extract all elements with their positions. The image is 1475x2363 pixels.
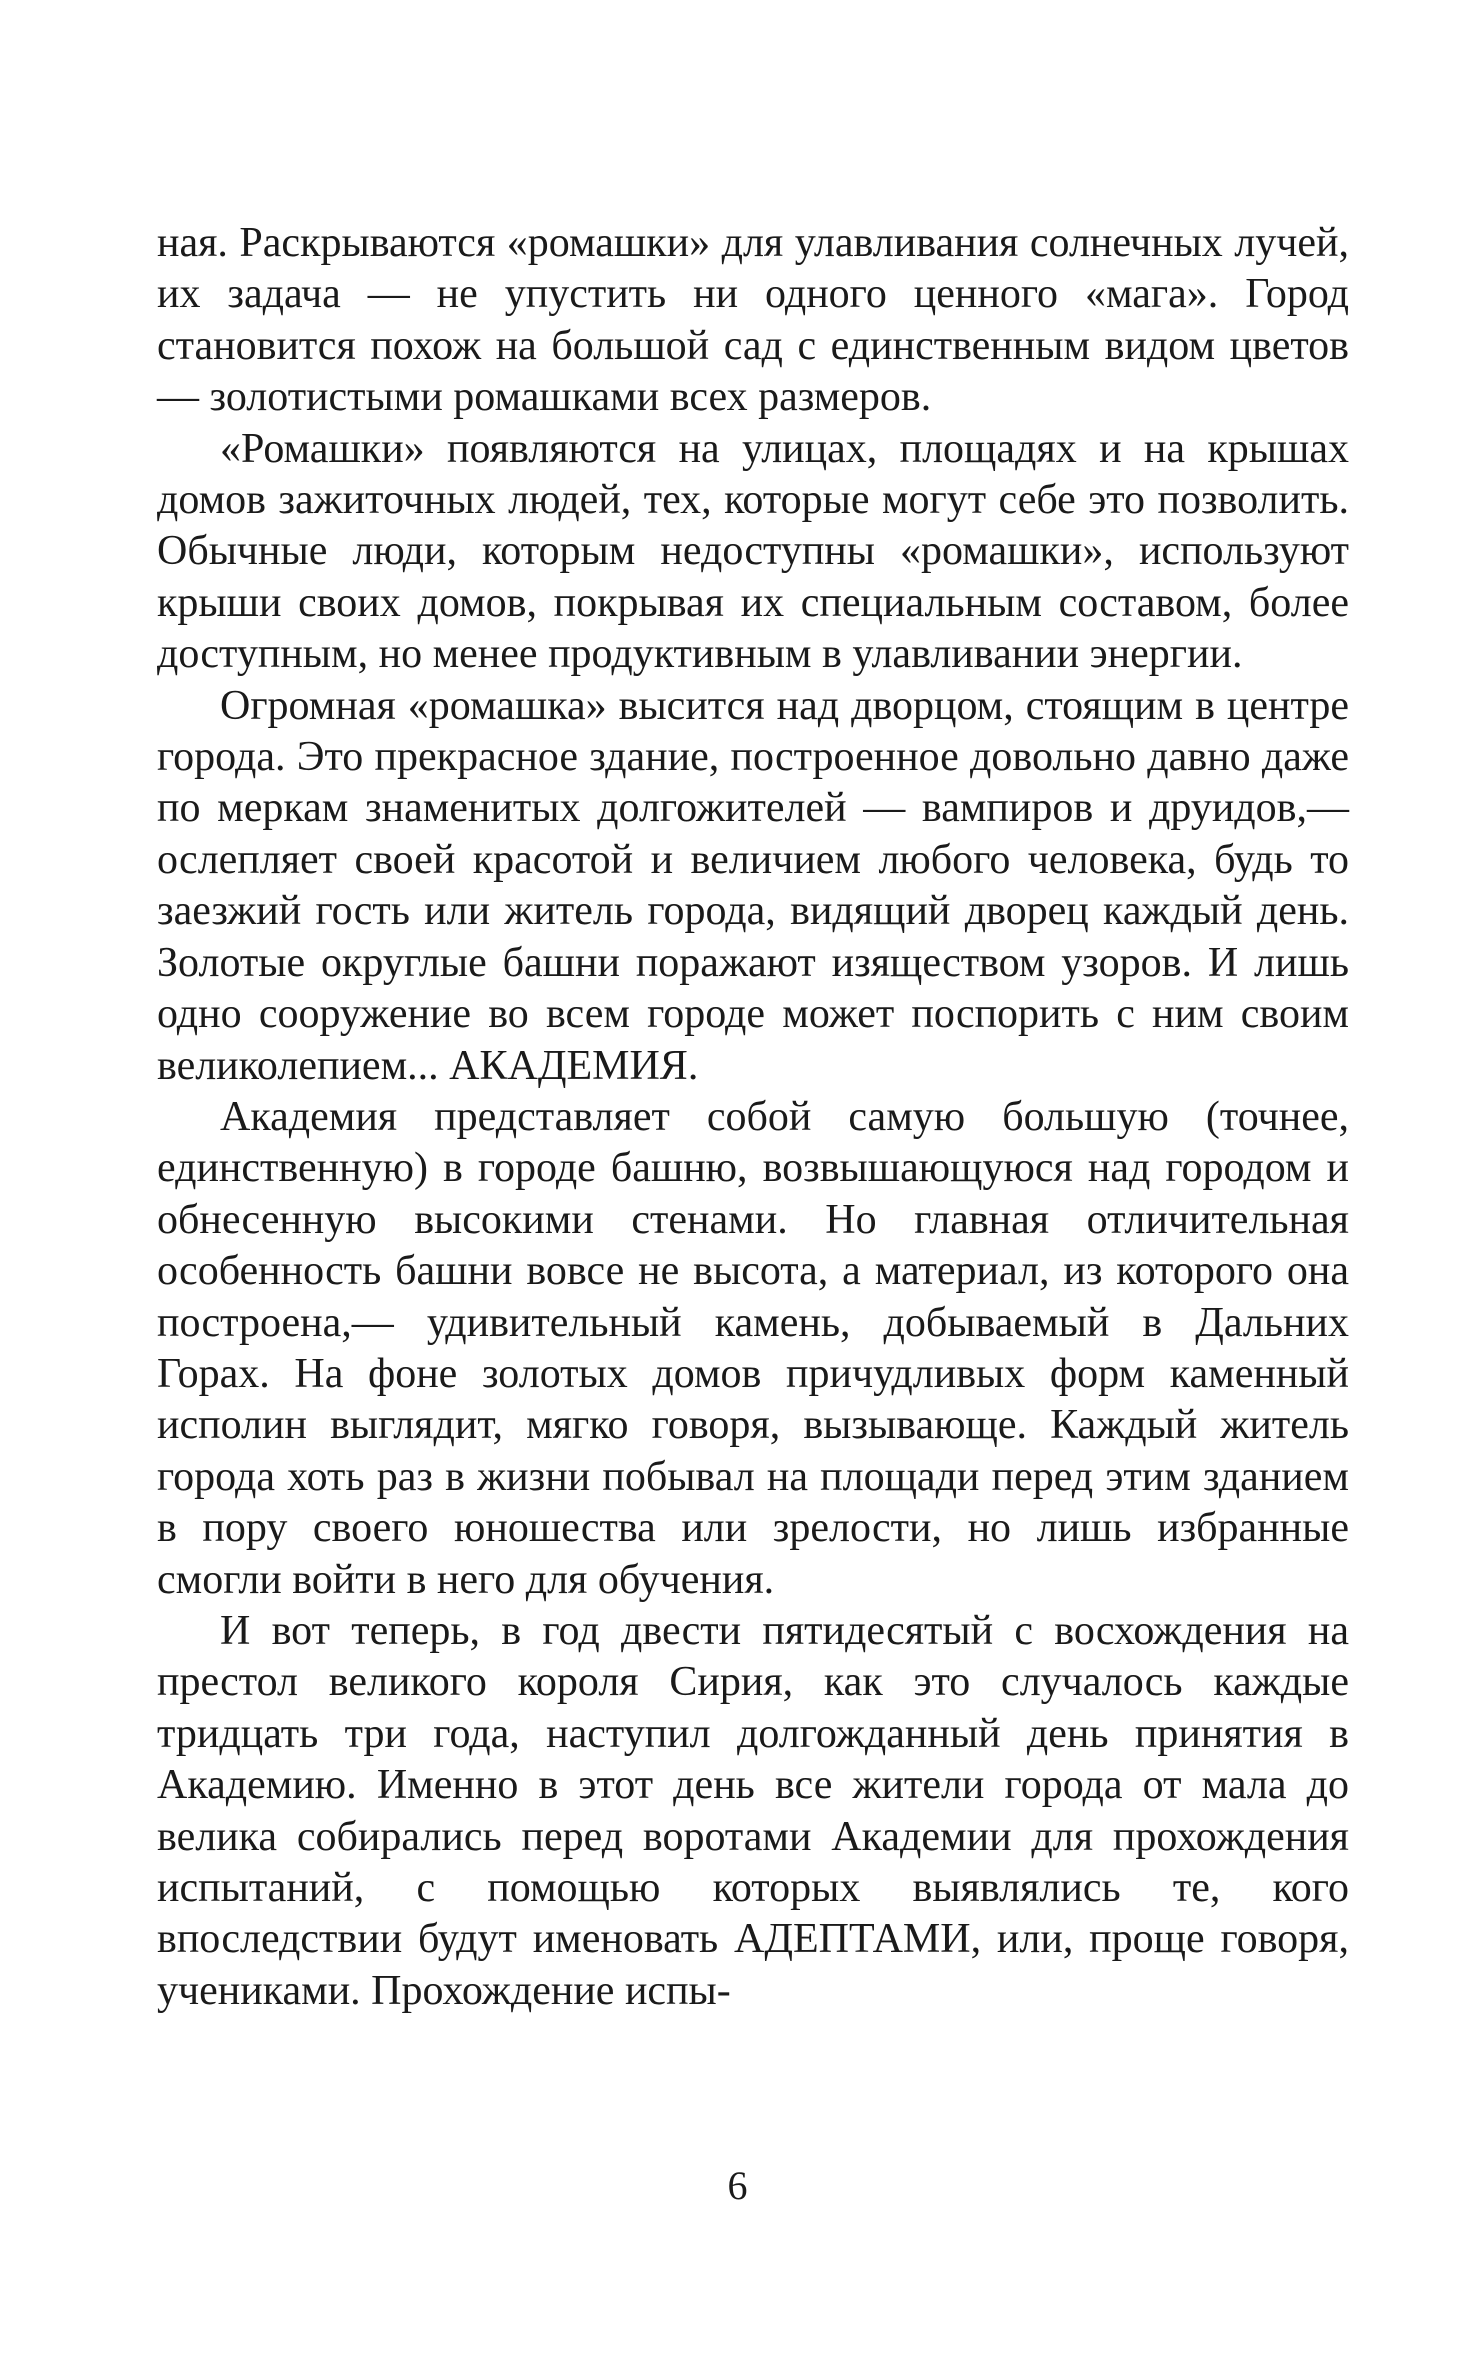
paragraph-1: ная. Раскрываются «ромашки» для улавливания солнечных лучей, их задача — не упустить ни одного ценного «мага». Город становится похож на большой сад с единственным видом цветов — золотистыми ромашками всех размеров. bbox=[157, 220, 1349, 421]
paragraph-3: Огромная «ромашка» высится над дворцом, стоящим в центре города. Это прекрасное здание, построенное довольно давно даже по меркам знаменитых долгожителей — вампиров и друидов,— ослепляет своей красотой и величием любого человека, будь то заезжий гость или житель города, видящий дворец каждый день. Золотые округлые башни поражают изяществом узоров. И лишь одно сооружение во всем городе может поспорить с ним своим великолепием... АКАДЕМИЯ. bbox=[157, 682, 1349, 1089]
body-text bbox=[157, 218, 1349, 2017]
paragraph-4: Академия представляет собой самую большую (точнее, единственную) в городе башню, возвышающуюся над городом и обнесенную высокими стенами. Но главная отличительная особенность башни вовсе не высота, а материал, из которого она построена,— удивительный камень, добываемый в Дальних Горах. На фоне золотых домов причудливых форм каменный исполин выглядит, мягко говоря, вызывающе. Каждый житель города хоть раз в жизни побывал на площади перед этим зданием в пору своего юношества или зрелости, но лишь избранные смогли войти в него для обучения. bbox=[157, 1093, 1349, 1603]
paragraph-5: И вот теперь, в год двести пятидесятый с восхождения на престол великого короля Сирия, как это случалось каждые тридцать три года, наступил долгожданный день принятия в Академию. Именно в этот день все жители города от мала до велика собирались перед воротами Академии для прохождения испытаний, с помощью которых выявлялись те, кого впоследствии будут именовать АДЕПТАМИ, или, проще говоря, учениками. Прохождение испы- bbox=[157, 1607, 1349, 2014]
paragraph-2: «Ромашки» появляются на улицах, площадях и на крышах домов зажиточных людей, тех, которые могут себе это позволить. Обычные люди, которым недоступны «ромашки», используют крыши своих домов, покрывая их специальным составом, более доступным, но менее продуктивным в улавливании энергии. bbox=[157, 425, 1349, 678]
page-number: 6 bbox=[727, 2163, 748, 2208]
